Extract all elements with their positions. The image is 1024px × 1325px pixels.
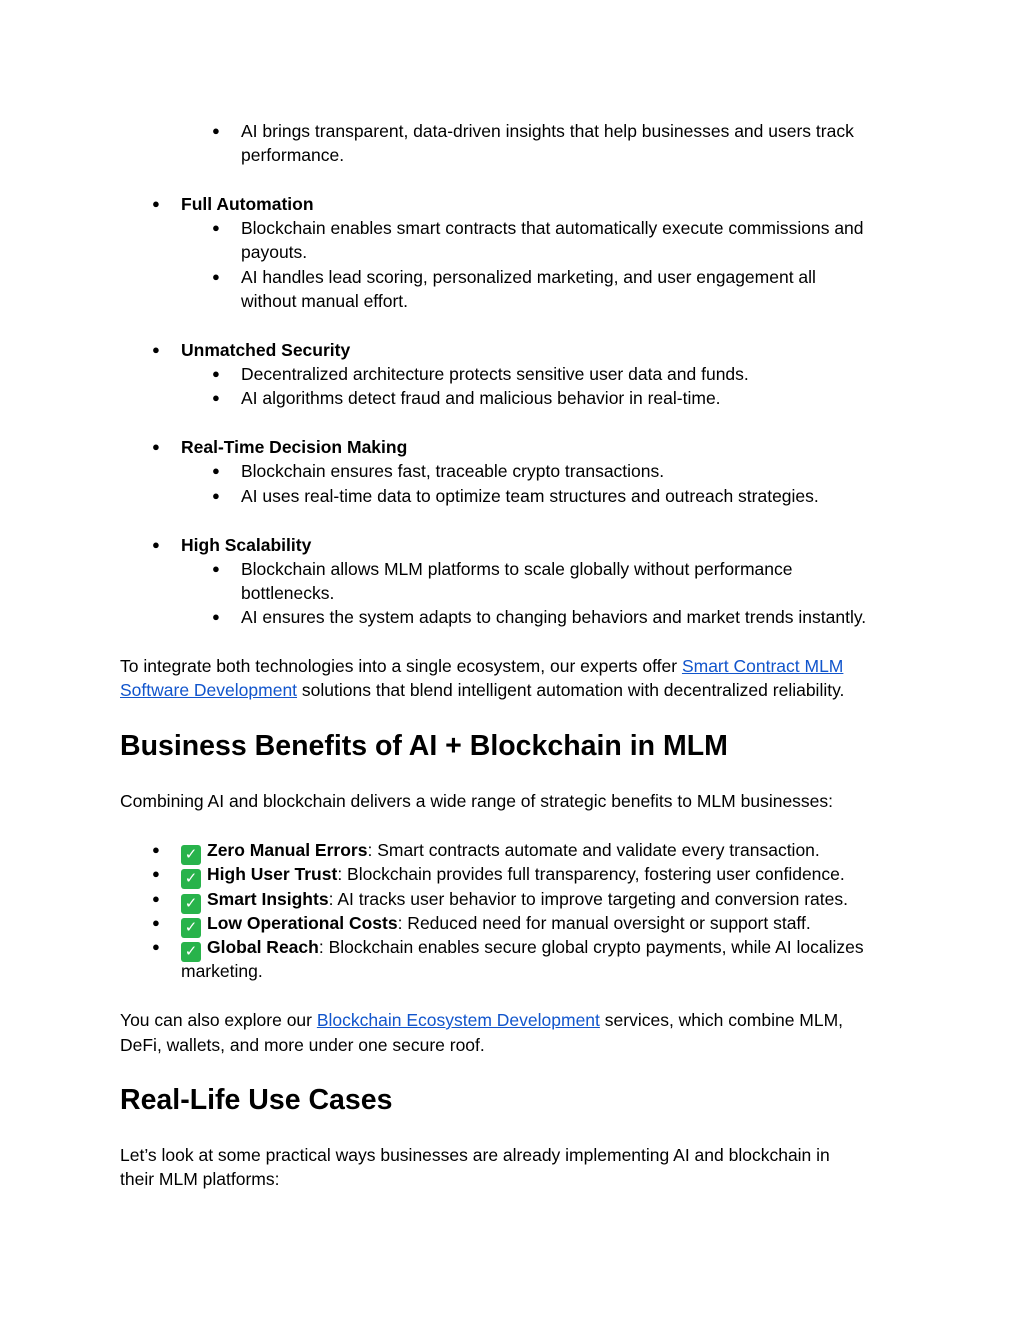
paragraph [120,654,843,678]
paragraph-text: To integrate both technologies into a single ecosystem, our experts offer [120,656,682,676]
paragraph: DeFi, wallets, and more under one secure roof. [120,1035,485,1055]
list-group-title: High Scalability [181,535,312,555]
bullet-marker: ● [152,891,160,906]
list-item-text: Blockchain ensures fast, traceable crypto transactions. [241,461,665,481]
section-heading: Real-Life Use Cases [120,1084,393,1116]
list-group-title: Full Automation [181,194,314,214]
bullet-marker: ● [152,196,160,211]
list-item-text: payouts. [241,242,308,262]
paragraph-text: services, which combine MLM, [599,1010,844,1030]
list-item-text: without manual effort. [241,291,408,311]
list-item-text: bottlenecks. [241,583,335,603]
check-mark-icon: ✓ [181,942,201,962]
smart-contract-mlm-link[interactable]: Smart Contract MLM [681,656,844,676]
list-item-text: AI handles lead scoring, personalized marketing, and user engagement all [241,267,816,287]
check-mark-icon: ✓ [181,845,201,865]
paragraph-text: You can also explore our [120,1010,317,1030]
check-mark-icon: ✓ [181,894,201,914]
list-item-text: AI brings transparent, data-driven insights that help businesses and users track [241,121,854,141]
list-item-text: Decentralized architecture protects sensitive user data and funds. [241,364,749,384]
bullet-marker: ● [212,463,220,478]
list-item-text: AI algorithms detect fraud and malicious behavior in real-time. [241,388,721,408]
paragraph [120,678,844,702]
bullet-marker: ● [152,537,160,552]
smart-contract-mlm-link[interactable]: Software Development [120,680,298,700]
bullet-marker: ● [212,488,220,503]
section-heading: Business Benefits of AI + Blockchain in MLM [120,730,728,762]
list-item-text: AI uses real-time data to optimize team structures and outreach strategies. [241,486,819,506]
bullet-marker: ● [152,842,160,857]
list-group-title: Unmatched Security [181,340,351,360]
blockchain-ecosystem-link[interactable]: Blockchain Ecosystem Development [316,1010,600,1030]
benefit-item: ✓ Zero Manual Errors: Smart contracts automate and validate every transaction. [181,838,820,865]
paragraph: their MLM platforms: [120,1169,280,1189]
bullet-marker: ● [212,269,220,284]
bullet-marker: ● [212,609,220,624]
list-group-title: Real-Time Decision Making [181,437,408,457]
bullet-marker: ● [212,561,220,576]
paragraph: Combining AI and blockchain delivers a wide range of strategic benefits to MLM businesses: [120,791,834,811]
paragraph [120,1008,843,1032]
bullet-marker: ● [152,439,160,454]
check-mark-icon: ✓ [181,918,201,938]
list-item-text: performance. [241,145,345,165]
bullet-marker: ● [152,342,160,357]
list-item-text: Blockchain enables smart contracts that automatically execute commissions and [241,218,864,238]
benefit-item: ✓ Smart Insights: AI tracks user behavior to improve targeting and conversion rates. [181,887,848,914]
bullet-marker: ● [212,366,220,381]
check-mark-icon: ✓ [181,869,201,889]
benefit-item: ✓ Global Reach: Blockchain enables secure global crypto payments, while AI localizes [181,935,864,962]
bullet-marker: ● [152,866,160,881]
bullet-marker: ● [152,915,160,930]
bullet-marker: ● [212,390,220,405]
paragraph-text: solutions that blend intelligent automation with decentralized reliability. [297,680,845,700]
benefit-item-continued: marketing. [181,961,263,981]
bullet-marker: ● [212,123,220,138]
list-item-text: AI ensures the system adapts to changing behaviors and market trends instantly. [241,607,867,627]
bullet-marker: ● [212,220,220,235]
paragraph: Let’s look at some practical ways businesses are already implementing AI and blockchain in [120,1145,830,1165]
benefit-item: ✓ Low Operational Costs: Reduced need for manual oversight or support staff. [181,911,811,938]
bullet-marker: ● [152,939,160,954]
list-item-text: Blockchain allows MLM platforms to scale globally without performance [241,559,793,579]
benefit-item: ✓ High User Trust: Blockchain provides full transparency, fostering user confidence. [181,862,845,889]
